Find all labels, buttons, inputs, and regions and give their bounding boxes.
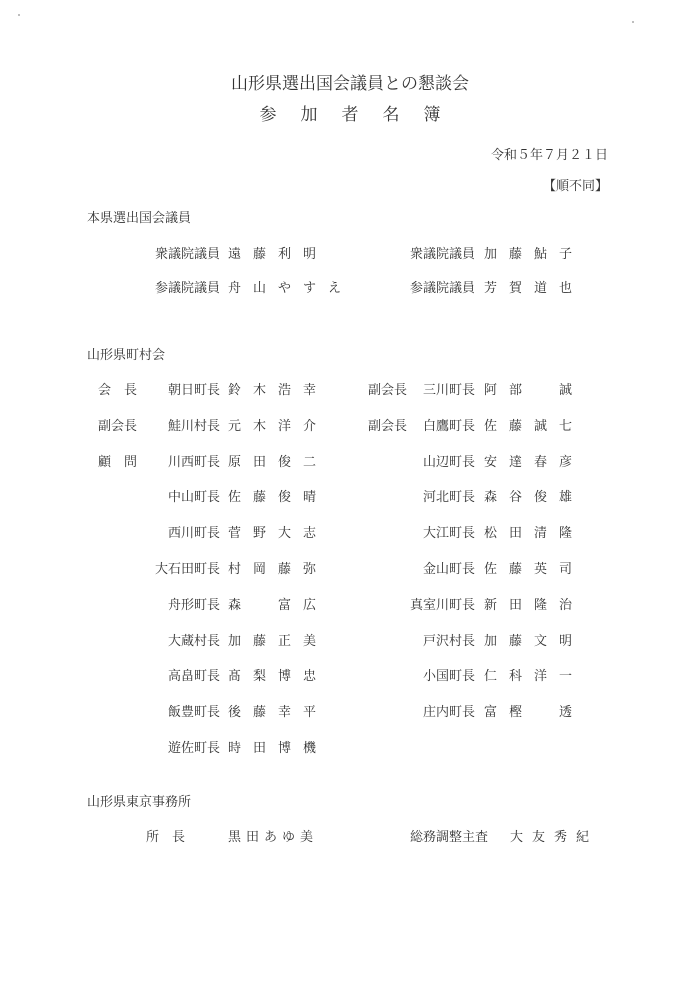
member-title: 遊佐町長 (167, 741, 220, 756)
table-row (0, 561, 700, 579)
member-role: 副会長 (368, 383, 408, 398)
member-title: 朝日町長 (167, 383, 220, 398)
table-row (0, 740, 700, 758)
member-title: 所 長 (145, 830, 185, 845)
member-name: 佐藤誠七 (484, 418, 585, 434)
member-title: 戸沢村長 (422, 633, 475, 649)
member-title: 庄内町長 (422, 705, 475, 721)
member-role: 副会長 (368, 418, 408, 434)
member-title: 大江町長 (422, 526, 475, 542)
table-row (0, 280, 700, 298)
member-title: 舟形町長 (167, 597, 220, 613)
member-name: 阿部 誠 (484, 383, 585, 398)
member-title: 高畠町長 (167, 669, 220, 685)
member-name: 仁科洋一 (484, 669, 585, 685)
document-subtitle: 参加者名簿 (259, 105, 465, 125)
scan-speck (632, 21, 634, 23)
table-row (0, 704, 700, 722)
table-row (0, 382, 700, 400)
member-title: 衆議院議員 (409, 247, 475, 262)
member-name: 新田隆治 (484, 597, 585, 613)
table-row (0, 246, 700, 264)
member-title: 山辺町長 (422, 454, 475, 470)
member-name: 舟山やすえ (228, 281, 354, 296)
member-title: 総務調整主査 (409, 830, 488, 845)
member-title: 河北町長 (422, 490, 475, 506)
member-name: 安達春彦 (484, 454, 585, 470)
member-title: 金山町長 (422, 562, 475, 577)
member-name: 佐藤俊晴 (228, 490, 329, 506)
order-note: 【順不同】 (542, 179, 608, 194)
scan-speck (18, 14, 20, 16)
document-title: 山形県選出国会議員との懇談会 (231, 74, 469, 94)
table-row (0, 668, 700, 686)
table-row (0, 418, 700, 436)
table-row (0, 454, 700, 472)
member-name: 菅野大志 (228, 526, 329, 542)
table-row (0, 633, 700, 651)
member-title: 白鷹町長 (422, 418, 475, 434)
member-name: 村岡藤弥 (228, 562, 329, 577)
member-name: 森 富広 (228, 597, 329, 613)
member-name: 森谷俊雄 (484, 490, 585, 506)
member-name: 元木洋介 (228, 418, 329, 434)
member-name: 髙梨博忠 (228, 669, 329, 685)
member-name: 遠藤利明 (228, 247, 329, 262)
table-row (0, 829, 700, 847)
section-heading-towns: 山形県町村会 (87, 348, 166, 363)
member-name: 松田清隆 (484, 526, 585, 542)
member-role: 副会長 (98, 418, 138, 434)
member-title: 三川町長 (422, 383, 475, 398)
table-row (0, 489, 700, 507)
member-title: 参議院議員 (154, 281, 220, 296)
member-title: 衆議院議員 (154, 247, 220, 262)
member-name: 富樫 透 (484, 705, 585, 721)
member-role: 会 長 (98, 383, 138, 398)
member-name: 芳賀道也 (484, 281, 585, 296)
member-name: 黒田あゆ美 (228, 830, 319, 845)
member-title: 大石田町長 (154, 562, 220, 577)
member-title: 飯豊町長 (167, 705, 220, 721)
member-title: 鮭川村長 (167, 418, 220, 434)
member-title: 参議院議員 (409, 281, 475, 296)
member-name: 時田博機 (228, 741, 329, 756)
member-title: 西川町長 (167, 526, 220, 542)
member-name: 原田俊二 (228, 454, 329, 470)
member-title: 大蔵村長 (167, 633, 220, 649)
member-name: 加藤正美 (228, 633, 329, 649)
section-heading-diet: 本県選出国会議員 (87, 211, 192, 226)
member-name: 加藤文明 (484, 633, 585, 649)
member-title: 真室川町長 (409, 597, 475, 613)
member-title: 川西町長 (167, 454, 220, 470)
table-row (0, 597, 700, 615)
member-name: 大友秀紀 (510, 830, 599, 845)
document-date: 令和５年７月２１日 (490, 148, 608, 163)
member-title: 中山町長 (167, 490, 220, 506)
member-role: 顧 問 (98, 454, 138, 470)
member-name: 佐藤英司 (484, 562, 585, 577)
table-row (0, 525, 700, 543)
member-name: 鈴木浩幸 (228, 383, 329, 398)
section-heading-tokyo: 山形県東京事務所 (87, 795, 192, 810)
member-title: 小国町長 (422, 669, 475, 685)
member-name: 加藤鮎子 (484, 247, 585, 262)
member-name: 後藤幸平 (228, 705, 329, 721)
